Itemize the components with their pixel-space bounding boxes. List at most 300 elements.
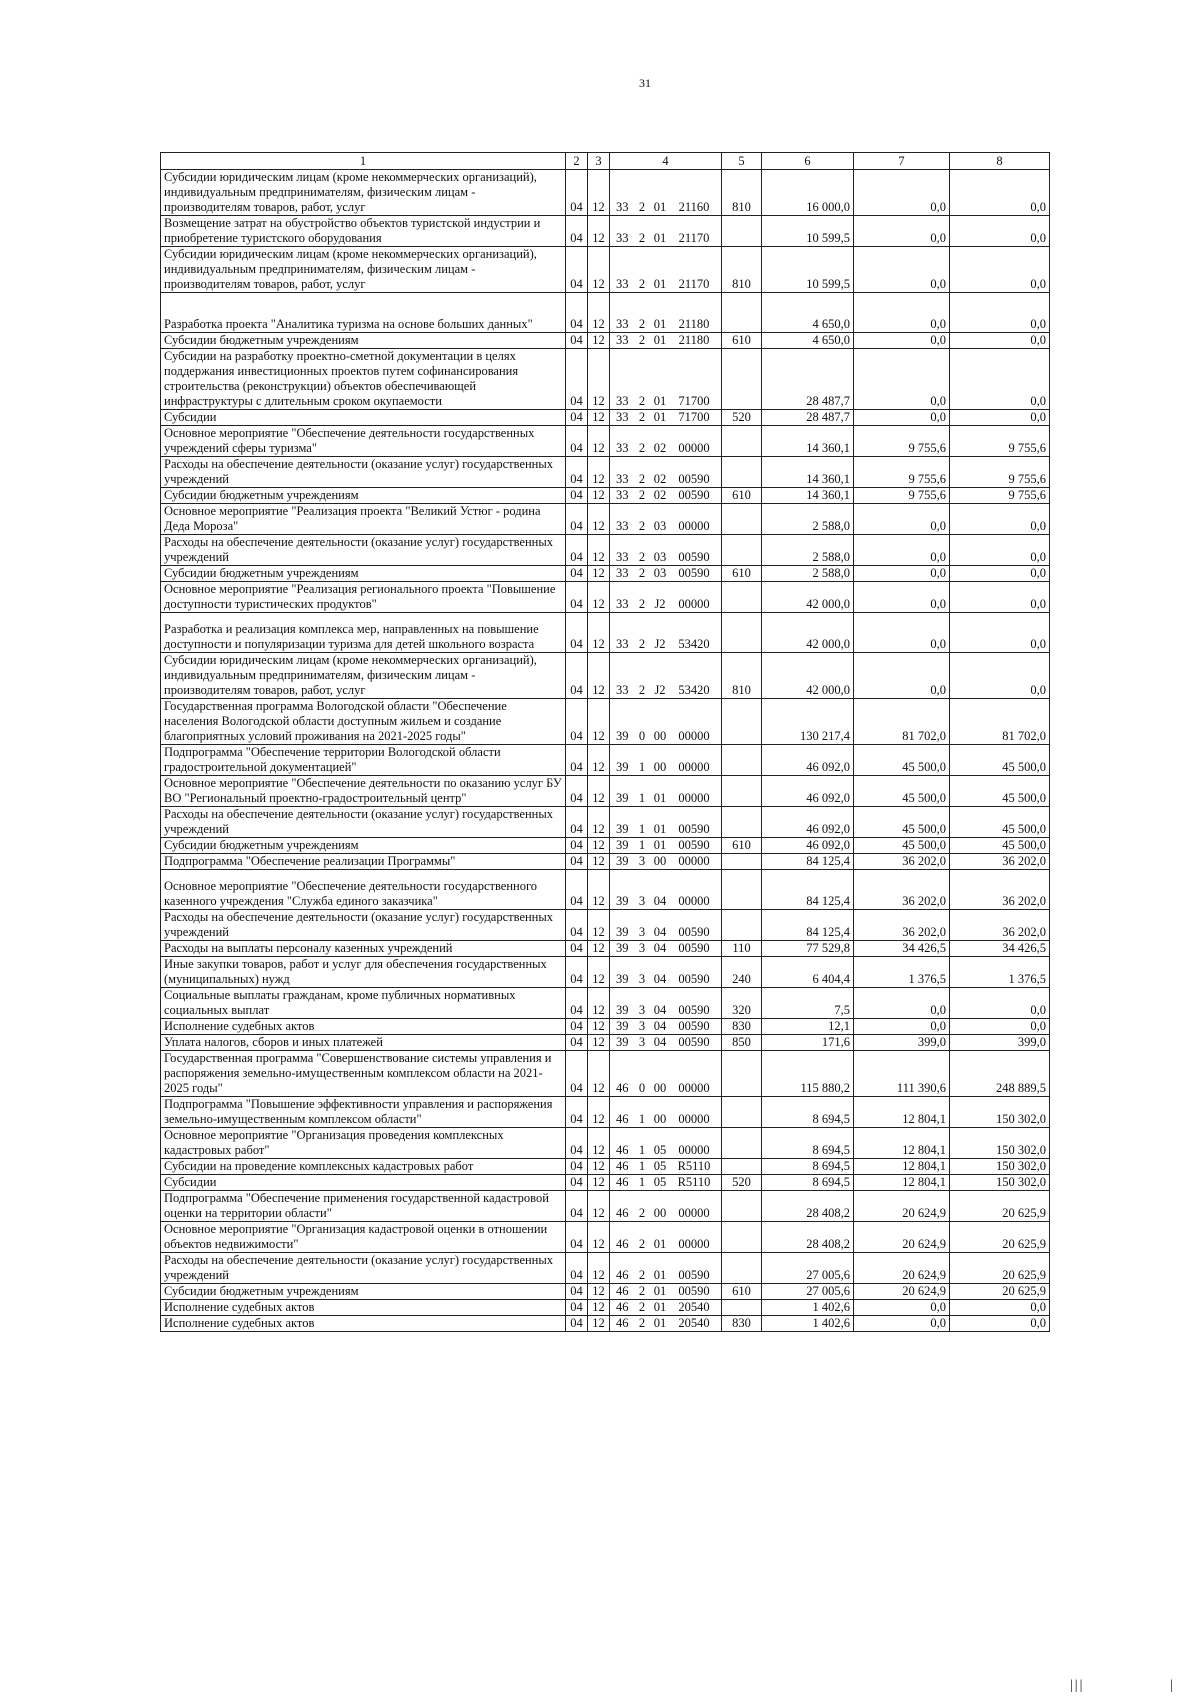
code-target-article	[610, 293, 722, 333]
table-row	[161, 1128, 1050, 1159]
code-expense-type: 610	[722, 566, 762, 582]
table-row	[161, 216, 1050, 247]
table-row	[161, 957, 1050, 988]
code-expense-type	[722, 776, 762, 807]
code-section: 04	[566, 1191, 588, 1222]
table-row	[161, 745, 1050, 776]
code-target-article	[610, 247, 722, 293]
code-expense-type: 110	[722, 941, 762, 957]
code-expense-type	[722, 699, 762, 745]
amount-year-2: 12 804,1	[854, 1175, 950, 1191]
code-part-p2: 1	[638, 1112, 646, 1126]
amount-year-3: 248 889,5	[950, 1051, 1050, 1097]
code-target-article	[610, 653, 722, 699]
code-expense-type: 610	[722, 1284, 762, 1300]
amount-year-1: 8 694,5	[762, 1175, 854, 1191]
code-part-p2: 2	[638, 472, 646, 486]
table-row	[161, 504, 1050, 535]
code-part-p3: 01	[653, 1237, 667, 1251]
code-part-p2: 2	[638, 231, 646, 245]
code-part-p2: 2	[638, 410, 646, 424]
code-expense-type: 240	[722, 957, 762, 988]
code-part-p2: 2	[638, 637, 646, 651]
code-subsection: 12	[588, 1253, 610, 1284]
header-col-2: 2	[566, 153, 588, 170]
code-expense-type	[722, 535, 762, 566]
code-part-p2: 2	[638, 1237, 646, 1251]
row-name: Возмещение затрат на обустройство объектов туристской индустрии и приобретение туристского оборудования	[161, 216, 566, 247]
code-expense-type	[722, 1128, 762, 1159]
code-target-article	[610, 838, 722, 854]
table-row	[161, 1222, 1050, 1253]
code-part-p1: 46	[616, 1159, 629, 1173]
table-row	[161, 535, 1050, 566]
code-part-p2: 3	[638, 1003, 646, 1017]
code-section: 04	[566, 1284, 588, 1300]
row-name: Основное мероприятие "Реализация проекта "Великий Устюг - родина Деда Мороза"	[161, 504, 566, 535]
code-part-p4: 71700	[678, 394, 710, 408]
code-part-p4: 20540	[678, 1300, 710, 1314]
table-row	[161, 1051, 1050, 1097]
code-expense-type: 830	[722, 1316, 762, 1332]
amount-year-3: 81 702,0	[950, 699, 1050, 745]
amount-year-3: 36 202,0	[950, 854, 1050, 870]
code-target-article	[610, 170, 722, 216]
code-part-p2: 2	[638, 333, 646, 347]
row-name: Расходы на обеспечение деятельности (оказание услуг) государственных учреждений	[161, 1253, 566, 1284]
code-part-p2: 2	[638, 277, 646, 291]
amount-year-3: 0,0	[950, 247, 1050, 293]
table-row	[161, 613, 1050, 653]
amount-year-1: 171,6	[762, 1035, 854, 1051]
amount-year-1: 16 000,0	[762, 170, 854, 216]
code-target-article	[610, 1316, 722, 1332]
amount-year-1: 2 588,0	[762, 535, 854, 566]
code-target-article	[610, 1097, 722, 1128]
code-section: 04	[566, 1316, 588, 1332]
amount-year-1: 12,1	[762, 1019, 854, 1035]
code-part-p1: 39	[616, 941, 629, 955]
code-subsection: 12	[588, 699, 610, 745]
code-target-article	[610, 566, 722, 582]
code-expense-type: 810	[722, 247, 762, 293]
row-name: Расходы на выплаты персоналу казенных учреждений	[161, 941, 566, 957]
code-target-article	[610, 1051, 722, 1097]
amount-year-1: 1 402,6	[762, 1300, 854, 1316]
amount-year-1: 46 092,0	[762, 807, 854, 838]
code-expense-type	[722, 854, 762, 870]
code-subsection: 12	[588, 838, 610, 854]
amount-year-2: 20 624,9	[854, 1284, 950, 1300]
table-row	[161, 426, 1050, 457]
code-part-p1: 33	[616, 683, 629, 697]
code-target-article	[610, 1191, 722, 1222]
code-subsection: 12	[588, 410, 610, 426]
row-name: Иные закупки товаров, работ и услуг для обеспечения государственных (муниципальных) нужд	[161, 957, 566, 988]
row-name: Субсидии	[161, 1175, 566, 1191]
code-part-p4: 21170	[678, 277, 710, 291]
row-name: Основное мероприятие "Обеспечение деятельности государственных учреждений сферы туризма"	[161, 426, 566, 457]
code-section: 04	[566, 1019, 588, 1035]
amount-year-3: 0,0	[950, 349, 1050, 410]
table-row	[161, 1300, 1050, 1316]
code-part-p3: 04	[653, 1019, 667, 1033]
amount-year-3: 0,0	[950, 988, 1050, 1019]
code-section: 04	[566, 807, 588, 838]
amount-year-3: 0,0	[950, 410, 1050, 426]
amount-year-3: 0,0	[950, 170, 1050, 216]
code-subsection: 12	[588, 247, 610, 293]
code-expense-type	[722, 745, 762, 776]
amount-year-3: 150 302,0	[950, 1175, 1050, 1191]
code-part-p4: 00000	[678, 1143, 710, 1157]
code-part-p4: R5110	[677, 1175, 711, 1189]
row-name: Государственная программа "Совершенствование системы управления и распоряжения земельно-имущественным комплексом области на 2021-2025 годы"	[161, 1051, 566, 1097]
code-part-p3: 01	[653, 317, 667, 331]
amount-year-2: 0,0	[854, 566, 950, 582]
table-row	[161, 488, 1050, 504]
code-part-p2: 3	[638, 972, 646, 986]
code-part-p4: 21160	[678, 200, 710, 214]
table-row	[161, 457, 1050, 488]
code-section: 04	[566, 870, 588, 910]
code-target-article	[610, 535, 722, 566]
amount-year-3: 20 625,9	[950, 1222, 1050, 1253]
code-part-p1: 39	[616, 1019, 629, 1033]
code-subsection: 12	[588, 1284, 610, 1300]
table-row	[161, 653, 1050, 699]
code-target-article	[610, 854, 722, 870]
code-part-p1: 33	[616, 519, 629, 533]
code-part-p1: 39	[616, 894, 629, 908]
table-row	[161, 1253, 1050, 1284]
amount-year-2: 45 500,0	[854, 807, 950, 838]
amount-year-1: 8 694,5	[762, 1128, 854, 1159]
amount-year-1: 1 402,6	[762, 1316, 854, 1332]
code-subsection: 12	[588, 216, 610, 247]
code-subsection: 12	[588, 776, 610, 807]
amount-year-3: 150 302,0	[950, 1097, 1050, 1128]
amount-year-1: 46 092,0	[762, 745, 854, 776]
code-part-p3: 04	[653, 894, 667, 908]
code-subsection: 12	[588, 957, 610, 988]
code-target-article	[610, 1175, 722, 1191]
code-part-p2: 2	[638, 597, 646, 611]
code-part-p2: 1	[638, 838, 646, 852]
code-section: 04	[566, 504, 588, 535]
amount-year-2: 0,0	[854, 653, 950, 699]
code-target-article	[610, 941, 722, 957]
code-part-p4: 00000	[678, 1081, 710, 1095]
row-name: Субсидии бюджетным учреждениям	[161, 488, 566, 504]
amount-year-1: 84 125,4	[762, 854, 854, 870]
code-part-p4: 00590	[678, 1035, 710, 1049]
amount-year-1: 28 487,7	[762, 410, 854, 426]
amount-year-1: 10 599,5	[762, 216, 854, 247]
amount-year-2: 0,0	[854, 293, 950, 333]
code-expense-type	[722, 1159, 762, 1175]
row-name: Расходы на обеспечение деятельности (оказание услуг) государственных учреждений	[161, 910, 566, 941]
header-col-6: 6	[762, 153, 854, 170]
row-name: Субсидии юридическим лицам (кроме некоммерческих организаций), индивидуальным предпринимателям, физическим лицам - производителям товаров, работ, услуг	[161, 247, 566, 293]
code-section: 04	[566, 1159, 588, 1175]
code-part-p4: R5110	[677, 1159, 711, 1173]
code-subsection: 12	[588, 807, 610, 838]
code-expense-type	[722, 457, 762, 488]
amount-year-3: 0,0	[950, 504, 1050, 535]
row-name: Субсидии бюджетным учреждениям	[161, 333, 566, 349]
code-part-p2: 2	[638, 441, 646, 455]
row-name: Социальные выплаты гражданам, кроме публичных нормативных социальных выплат	[161, 988, 566, 1019]
code-expense-type: 830	[722, 1019, 762, 1035]
row-name: Субсидии	[161, 410, 566, 426]
code-part-p1: 33	[616, 200, 629, 214]
amount-year-1: 8 694,5	[762, 1159, 854, 1175]
row-name: Расходы на обеспечение деятельности (оказание услуг) государственных учреждений	[161, 535, 566, 566]
amount-year-1: 28 408,2	[762, 1222, 854, 1253]
code-target-article	[610, 910, 722, 941]
amount-year-3: 0,0	[950, 535, 1050, 566]
table-row	[161, 1191, 1050, 1222]
header-col-8: 8	[950, 153, 1050, 170]
code-part-p3: 01	[653, 394, 667, 408]
code-target-article	[610, 1222, 722, 1253]
header-col-3: 3	[588, 153, 610, 170]
code-section: 04	[566, 1128, 588, 1159]
code-section: 04	[566, 410, 588, 426]
table-row	[161, 1175, 1050, 1191]
code-section: 04	[566, 613, 588, 653]
code-part-p4: 00590	[678, 488, 710, 502]
amount-year-1: 42 000,0	[762, 613, 854, 653]
code-part-p1: 39	[616, 729, 629, 743]
header-col-1: 1	[161, 153, 566, 170]
amount-year-2: 0,0	[854, 582, 950, 613]
amount-year-2: 9 755,6	[854, 426, 950, 457]
amount-year-3: 9 755,6	[950, 488, 1050, 504]
code-part-p4: 00590	[678, 550, 710, 564]
code-part-p4: 00590	[678, 972, 710, 986]
code-part-p4: 00590	[678, 472, 710, 486]
code-section: 04	[566, 745, 588, 776]
table-row	[161, 566, 1050, 582]
code-part-p3: 01	[653, 1284, 667, 1298]
code-part-p2: 1	[638, 822, 646, 836]
header-col-7: 7	[854, 153, 950, 170]
code-target-article	[610, 699, 722, 745]
table-row	[161, 582, 1050, 613]
amount-year-2: 36 202,0	[854, 854, 950, 870]
code-part-p1: 39	[616, 854, 629, 868]
amount-year-2: 12 804,1	[854, 1097, 950, 1128]
amount-year-2: 0,0	[854, 504, 950, 535]
code-target-article	[610, 1300, 722, 1316]
code-section: 04	[566, 1222, 588, 1253]
code-part-p2: 1	[638, 791, 646, 805]
code-expense-type: 320	[722, 988, 762, 1019]
code-expense-type: 520	[722, 410, 762, 426]
code-part-p4: 00000	[678, 1237, 710, 1251]
code-expense-type: 610	[722, 333, 762, 349]
code-part-p4: 00000	[678, 854, 710, 868]
code-target-article	[610, 1159, 722, 1175]
code-part-p2: 2	[638, 1268, 646, 1282]
code-part-p4: 00000	[678, 519, 710, 533]
amount-year-1: 2 588,0	[762, 504, 854, 535]
code-expense-type	[722, 1191, 762, 1222]
code-part-p1: 39	[616, 838, 629, 852]
code-part-p2: 2	[638, 1206, 646, 1220]
code-part-p3: 04	[653, 1035, 667, 1049]
code-part-p2: 1	[638, 1159, 646, 1173]
amount-year-3: 20 625,9	[950, 1253, 1050, 1284]
amount-year-1: 84 125,4	[762, 910, 854, 941]
code-part-p2: 2	[638, 519, 646, 533]
code-part-p2: 1	[638, 1143, 646, 1157]
table-row	[161, 293, 1050, 333]
code-target-article	[610, 1019, 722, 1035]
code-part-p3: 01	[653, 200, 667, 214]
row-name: Субсидии на разработку проектно-сметной документации в целях поддержания инвестиционных проектов путем софинансирования строительства (реконструкции) объектов обеспечивающей инфраструктуры с длительным сроком окупаемости	[161, 349, 566, 410]
code-part-p4: 21180	[678, 333, 710, 347]
amount-year-1: 77 529,8	[762, 941, 854, 957]
code-subsection: 12	[588, 870, 610, 910]
code-subsection: 12	[588, 535, 610, 566]
amount-year-3: 0,0	[950, 1316, 1050, 1332]
table-row	[161, 807, 1050, 838]
code-section: 04	[566, 1097, 588, 1128]
amount-year-2: 0,0	[854, 613, 950, 653]
amount-year-2: 111 390,6	[854, 1051, 950, 1097]
code-target-article	[610, 488, 722, 504]
code-part-p4: 00000	[678, 1112, 710, 1126]
code-section: 04	[566, 247, 588, 293]
code-part-p1: 46	[616, 1175, 629, 1189]
code-part-p2: 3	[638, 854, 646, 868]
code-part-p1: 39	[616, 760, 629, 774]
code-expense-type: 520	[722, 1175, 762, 1191]
code-target-article	[610, 410, 722, 426]
code-part-p3: 05	[653, 1143, 667, 1157]
code-section: 04	[566, 1035, 588, 1051]
code-part-p4: 00000	[678, 441, 710, 455]
code-part-p4: 00000	[678, 791, 710, 805]
row-name: Уплата налогов, сборов и иных платежей	[161, 1035, 566, 1051]
code-section: 04	[566, 910, 588, 941]
amount-year-2: 20 624,9	[854, 1191, 950, 1222]
code-expense-type: 610	[722, 488, 762, 504]
amount-year-2: 20 624,9	[854, 1222, 950, 1253]
code-part-p1: 39	[616, 1035, 629, 1049]
table-row	[161, 854, 1050, 870]
code-part-p3: 00	[653, 854, 667, 868]
code-subsection: 12	[588, 170, 610, 216]
code-part-p2: 3	[638, 1019, 646, 1033]
code-part-p1: 46	[616, 1143, 629, 1157]
code-section: 04	[566, 1253, 588, 1284]
code-expense-type: 810	[722, 170, 762, 216]
code-part-p2: 3	[638, 894, 646, 908]
code-part-p1: 33	[616, 488, 629, 502]
amount-year-2: 1 376,5	[854, 957, 950, 988]
amount-year-2: 36 202,0	[854, 910, 950, 941]
amount-year-3: 9 755,6	[950, 457, 1050, 488]
table-row	[161, 1159, 1050, 1175]
code-section: 04	[566, 653, 588, 699]
amount-year-2: 399,0	[854, 1035, 950, 1051]
amount-year-3: 0,0	[950, 613, 1050, 653]
code-subsection: 12	[588, 1159, 610, 1175]
code-part-p3: 05	[653, 1159, 667, 1173]
amount-year-2: 81 702,0	[854, 699, 950, 745]
code-part-p4: 53420	[678, 637, 710, 651]
code-subsection: 12	[588, 457, 610, 488]
row-name: Подпрограмма "Обеспечение применения государственной кадастровой оценки на территории области"	[161, 1191, 566, 1222]
code-subsection: 12	[588, 349, 610, 410]
code-part-p4: 00000	[678, 729, 710, 743]
code-part-p2: 2	[638, 317, 646, 331]
row-name: Субсидии бюджетным учреждениям	[161, 838, 566, 854]
code-part-p3: 02	[653, 488, 667, 502]
code-subsection: 12	[588, 488, 610, 504]
code-part-p4: 20540	[678, 1316, 710, 1330]
amount-year-1: 42 000,0	[762, 582, 854, 613]
row-name: Субсидии бюджетным учреждениям	[161, 566, 566, 582]
table-row	[161, 988, 1050, 1019]
code-part-p1: 39	[616, 791, 629, 805]
code-expense-type	[722, 1222, 762, 1253]
table-row	[161, 776, 1050, 807]
amount-year-1: 84 125,4	[762, 870, 854, 910]
table-row	[161, 1097, 1050, 1128]
code-part-p2: 2	[638, 200, 646, 214]
amount-year-2: 0,0	[854, 333, 950, 349]
code-expense-type	[722, 293, 762, 333]
amount-year-3: 45 500,0	[950, 745, 1050, 776]
amount-year-3: 9 755,6	[950, 426, 1050, 457]
code-target-article	[610, 1035, 722, 1051]
code-section: 04	[566, 1300, 588, 1316]
code-expense-type	[722, 216, 762, 247]
code-part-p1: 39	[616, 972, 629, 986]
amount-year-3: 0,0	[950, 1300, 1050, 1316]
code-part-p4: 00590	[678, 1019, 710, 1033]
amount-year-1: 28 408,2	[762, 1191, 854, 1222]
table-row	[161, 1284, 1050, 1300]
amount-year-1: 8 694,5	[762, 1097, 854, 1128]
table-row	[161, 333, 1050, 349]
code-subsection: 12	[588, 426, 610, 457]
table-row	[161, 410, 1050, 426]
code-part-p3: 04	[653, 1003, 667, 1017]
code-part-p1: 33	[616, 333, 629, 347]
table-row	[161, 838, 1050, 854]
amount-year-2: 0,0	[854, 410, 950, 426]
amount-year-1: 27 005,6	[762, 1253, 854, 1284]
code-part-p3: 05	[653, 1175, 667, 1189]
table-row	[161, 941, 1050, 957]
code-section: 04	[566, 488, 588, 504]
row-name: Подпрограмма "Повышение эффективности управления и распоряжения земельно-имущественным комплексом области"	[161, 1097, 566, 1128]
amount-year-3: 0,0	[950, 582, 1050, 613]
amount-year-2: 0,0	[854, 1316, 950, 1332]
code-target-article	[610, 349, 722, 410]
code-part-p4: 00000	[678, 760, 710, 774]
amount-year-2: 0,0	[854, 535, 950, 566]
code-subsection: 12	[588, 941, 610, 957]
code-section: 04	[566, 1175, 588, 1191]
amount-year-3: 399,0	[950, 1035, 1050, 1051]
